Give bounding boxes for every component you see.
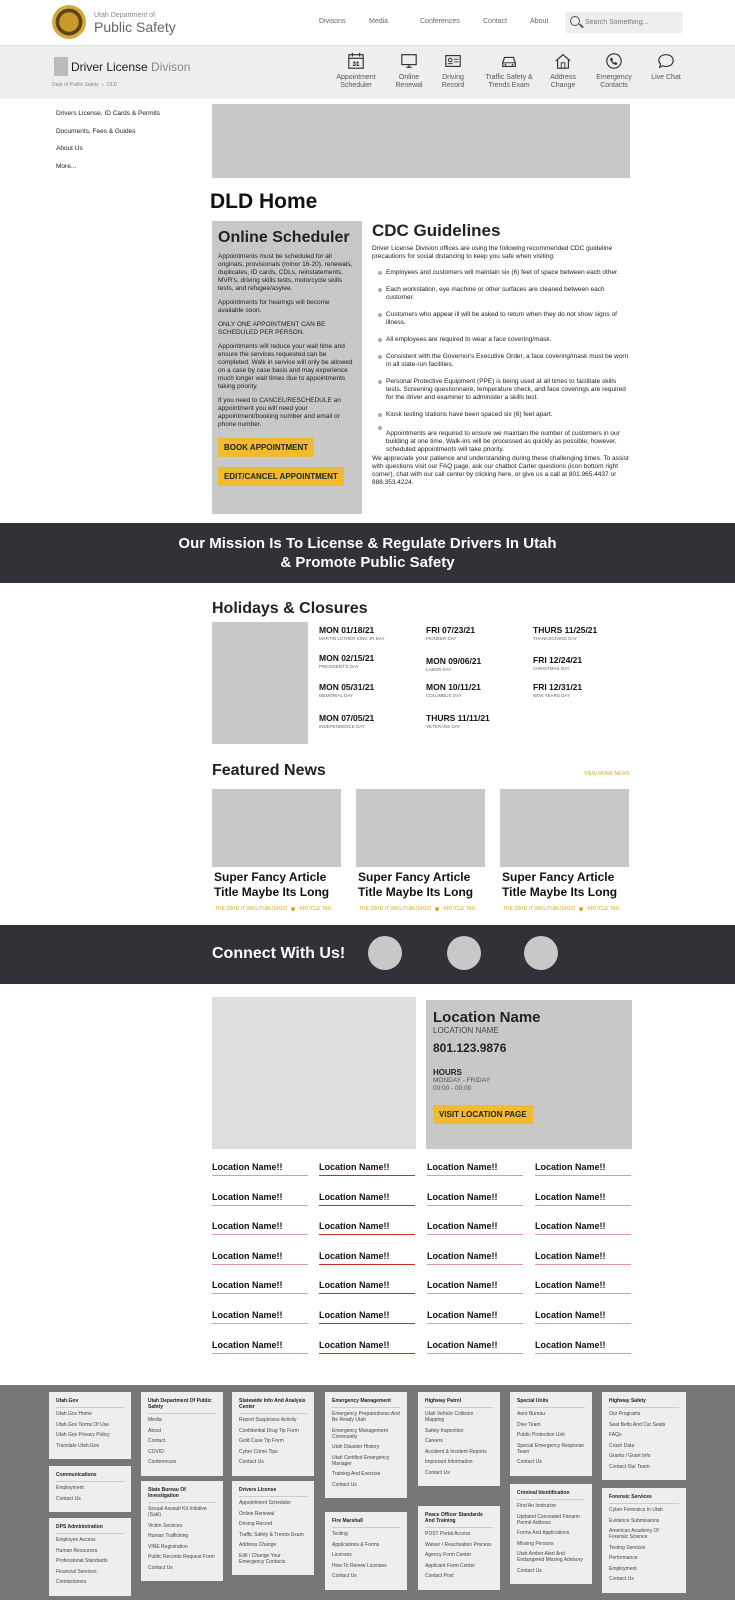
footer-link[interactable]: Contact Us <box>425 1469 450 1476</box>
footer-column-title: Highway Safety <box>609 1398 679 1408</box>
footer-link[interactable]: Forms And Applications <box>517 1530 570 1536</box>
footer-column <box>418 1506 500 1590</box>
scheduler-paragraph: If you need to CANCEL/RESCHEDULE an appointment you will need your appointment/booking number and email or phone number. <box>218 397 341 428</box>
quicklink-label: Appointment Scheduler <box>336 74 376 89</box>
holiday-item: FRI 12/24/21 CHRISTMAS DAY <box>533 655 583 671</box>
location-list-item[interactable]: Location Name!! <box>319 1310 415 1324</box>
mission-banner <box>0 523 735 583</box>
quicklink-emergency-contacts[interactable] <box>586 52 642 90</box>
footer-link[interactable]: Report Suspicious Activity <box>239 1417 297 1423</box>
footer-column-title: Utah Department Of Public Safety <box>148 1398 216 1414</box>
sidenav-item-documents[interactable]: Documents, Fees & Guides <box>56 128 136 135</box>
cdc-intro: Driver License Division offices are using the following recommended CDC guideline precautions for social distancing to keep you safe when visiting: <box>372 245 613 260</box>
location-list-item[interactable]: Location Name!! <box>535 1340 631 1354</box>
footer-link[interactable]: Utah Gov Privacy Policy <box>56 1432 110 1438</box>
footer-column-title: Emergency Management <box>332 1398 400 1408</box>
location-list-item[interactable]: Location Name!! <box>427 1340 523 1354</box>
featured-news-title: Featured News <box>212 762 326 779</box>
footer-link[interactable]: VINE Registration <box>148 1543 188 1550</box>
footer-column-title: DPS Administration <box>56 1524 124 1534</box>
footer-link[interactable]: Utah.Gov Home <box>56 1411 92 1417</box>
footer-link[interactable]: Applications & Forms <box>332 1541 380 1548</box>
footer-link[interactable]: Seat Belts And Car Seats <box>609 1421 666 1428</box>
footer-link[interactable]: Driving Record <box>239 1521 273 1527</box>
social-icon[interactable] <box>524 936 558 970</box>
division-title[interactable]: Driver License Divison <box>71 60 191 74</box>
holiday-item: MON 02/15/21 PRESIDENT'S DAY <box>319 653 375 669</box>
location-list-item[interactable]: Location Name!! <box>427 1280 523 1294</box>
news-meta <box>503 906 620 912</box>
scheduler-paragraph: ONLY ONE APPOINTMENT CAN BE SCHEDULED PER PERSON. <box>218 321 326 336</box>
nav-conferences[interactable]: Conferences <box>420 18 460 25</box>
footer-column <box>49 1466 131 1512</box>
social-icon[interactable] <box>447 936 481 970</box>
scheduler-paragraph: Appointments for hearings will become available soon. <box>218 299 330 314</box>
news-article-title[interactable]: Super Fancy Article Title Maybe Its Long <box>358 870 474 899</box>
news-image-placeholder[interactable] <box>500 789 629 867</box>
location-list-item[interactable]: Location Name!! <box>427 1192 523 1206</box>
footer-link[interactable]: Cyber Forensics In Utah <box>609 1507 663 1513</box>
holiday-item: THURS 11/11/21 VETERANS DAY <box>426 713 490 729</box>
chevron-right-icon: › <box>102 82 104 88</box>
footer-link[interactable]: Utah Amber Alert And Endangered Missing Advisory <box>517 1551 583 1563</box>
footer-link[interactable]: Edit / Change Your Emergency Contacts <box>239 1552 286 1565</box>
cdc-title: CDC Guidelines <box>372 221 501 240</box>
footer-link[interactable]: Public Protection Unit <box>517 1432 565 1438</box>
footer-column <box>141 1481 223 1581</box>
footer-link[interactable]: Utah Disaster History <box>332 1444 380 1450</box>
cdc-outro: We appreciate your patience and understanding during these challenging times. To assist with questions visit our FAQ page, ask our chatbot Carter questions (icon bottom right corner), chat with our call center by clicking here, or give us a call at 801.965.4437 or 888.353.4224. <box>372 455 629 486</box>
logo-title[interactable]: Public Safety <box>94 19 176 35</box>
footer-link[interactable]: Emergency Management Community <box>332 1427 388 1440</box>
footer-link[interactable]: Gold Case Tip Form <box>239 1438 284 1444</box>
footer-link[interactable]: Training And Exercise <box>332 1471 381 1477</box>
footer-link[interactable]: Waiver / Reactivation Process <box>425 1541 492 1548</box>
location-list-item[interactable]: Location Name!! <box>319 1280 415 1294</box>
footer-link[interactable]: Employment <box>609 1565 637 1572</box>
location-list-item[interactable]: Location Name!! <box>535 1310 631 1324</box>
footer-link[interactable]: Contact Us <box>239 1459 264 1465</box>
nav-contact[interactable]: Contact <box>483 18 508 25</box>
footer-link[interactable]: Licenses <box>332 1552 352 1558</box>
location-list-item[interactable]: Location Name!! <box>427 1221 523 1235</box>
mission-line: & Promote Public Safety <box>280 554 455 571</box>
hours-time: 00:00 - 00:00 <box>433 1085 472 1092</box>
footer-column <box>325 1392 407 1498</box>
quicklink-driving-record[interactable] <box>425 52 481 90</box>
book-appointment-button[interactable]: BOOK APPOINTMENT <box>218 438 314 457</box>
svg-text:31: 31 <box>352 60 360 68</box>
news-tag[interactable]: ARTICLE TAG <box>443 906 476 912</box>
footer-link[interactable]: Contact Us <box>148 1564 173 1571</box>
page-title: DLD Home <box>210 190 318 213</box>
document-icon <box>54 57 68 76</box>
phone-icon <box>605 52 623 70</box>
edit-cancel-appointment-button[interactable]: EDIT/CANCEL APPOINTMENT <box>218 467 344 486</box>
location-list-item[interactable]: Location Name!! <box>319 1162 415 1176</box>
scheduler-title: Online Scheduler <box>218 229 350 246</box>
footer-link[interactable]: Public Records Request Form <box>148 1554 215 1560</box>
id-card-icon <box>444 52 462 70</box>
footer-link[interactable]: Employment <box>56 1485 84 1491</box>
footer-link[interactable]: Cyber Crime Tips <box>239 1448 278 1455</box>
nav-about[interactable]: About <box>530 18 549 25</box>
footer-column <box>602 1488 686 1593</box>
news-article-title[interactable]: Super Fancy Article Title Maybe Its Long <box>214 870 330 899</box>
car-icon <box>500 52 518 70</box>
monitor-icon <box>400 52 418 70</box>
footer-link[interactable]: American Academy Of Forensic Science <box>609 1528 659 1540</box>
footer-link[interactable]: Confidential Drug Tip Form <box>239 1427 299 1434</box>
hours-label: HOURS <box>433 1068 462 1077</box>
footer-link[interactable]: Contact Us <box>332 1481 357 1488</box>
footer-link[interactable]: Aero Bureau <box>517 1411 546 1417</box>
footer-link[interactable]: Contact Us <box>56 1495 81 1502</box>
footer-link[interactable]: Human Trafficking <box>148 1533 189 1539</box>
breadcrumb-item[interactable]: DLD <box>107 82 118 88</box>
footer-link[interactable]: Missing Persons <box>517 1540 554 1547</box>
footer-link[interactable]: Performance <box>609 1555 638 1561</box>
list-item: All employees are required to wear a face covering/mask. <box>372 336 630 344</box>
holiday-item: MON 05/31/21 MEMORIAL DAY <box>319 682 375 698</box>
location-list-item[interactable]: Location Name!! <box>427 1251 523 1265</box>
quicklink-label: Driving Record <box>441 74 465 89</box>
list-item: Personal Protective Equipment (PPE) is being used at all times to facilitate skills tests. Screening questionnaire, temperature check, and face coverings are required for the driver and examiner to administer a skills test. <box>372 378 630 402</box>
footer-link[interactable]: Special Emergency Response Team <box>517 1442 584 1455</box>
footer-link[interactable]: Grants / Grant Info <box>609 1453 651 1459</box>
footer-column-title: Special Units <box>517 1398 585 1408</box>
quicklink-live-chat[interactable] <box>638 52 694 82</box>
cdc-list <box>372 269 630 454</box>
location-list-item[interactable]: Location Name!! <box>427 1310 523 1324</box>
connect-title: Connect With Us! <box>212 945 346 962</box>
footer-link[interactable]: Utah.Gov Terms Of Use <box>56 1421 109 1428</box>
news-image-placeholder[interactable] <box>356 789 485 867</box>
holiday-item: MON 09/06/21 LABOR DAY <box>426 656 482 672</box>
hours-days: MONDAY - FRIDAY <box>433 1077 491 1084</box>
footer-link[interactable]: Contact Us <box>332 1573 357 1579</box>
location-list-item[interactable]: Location Name!! <box>535 1221 631 1235</box>
footer-column <box>602 1392 686 1480</box>
location-list-item[interactable]: Location Name!! <box>319 1221 415 1235</box>
location-list-item[interactable]: Location Name!! <box>319 1251 415 1265</box>
news-image-placeholder[interactable] <box>212 789 341 867</box>
location-list-item[interactable]: Location Name!! <box>212 1221 308 1235</box>
social-icon[interactable] <box>368 936 402 970</box>
news-tag[interactable]: ARTICLE TAG <box>299 906 332 912</box>
footer-link[interactable]: Evidence Submissions <box>609 1517 660 1524</box>
quicklink-label: Traffic Safety & Trends Exam <box>485 74 533 89</box>
visit-location-button[interactable]: VISIT LOCATION PAGE <box>433 1105 533 1124</box>
location-subname: LOCATION NAME <box>433 1026 499 1035</box>
list-item: Kiosk testing stations have been spaced six (6) feet apart. <box>372 411 630 419</box>
scheduler-paragraph: Appointments must be scheduled for all originals, provisionals (minor 16-20), renewals, duplicates, ID cards, CDLs, reinstatements, MVR's, driving skills tests, motorcycle skills tests, and refugee/asylee. <box>218 253 353 292</box>
footer-link[interactable]: Contact Us <box>517 1459 542 1465</box>
footer-link[interactable]: Sexual Assault Kit Initative (Sakl) <box>148 1506 207 1518</box>
location-list-item[interactable]: Location Name!! <box>212 1340 308 1354</box>
quicklink-appointment-scheduler[interactable] <box>328 52 384 90</box>
footer-column <box>49 1392 131 1459</box>
quicklink-address-change[interactable] <box>535 52 591 90</box>
footer-link[interactable]: Contact Post <box>425 1573 454 1579</box>
news-meta <box>359 906 476 912</box>
location-list-item[interactable]: Location Name!! <box>535 1251 631 1265</box>
footer-link[interactable]: Utah Vehicle Collision Mapping <box>425 1411 474 1423</box>
list-item: Consistent with the Governor's Executive Order, a face covering/mask must be worn in all state-run facilities. <box>372 353 630 369</box>
holiday-item: THURS 11/25/21 THANKSGIVING DAY <box>533 625 598 641</box>
dps-seal-logo[interactable] <box>52 5 86 39</box>
view-more-news-link[interactable]: VIEW MORE NEWS <box>584 771 630 777</box>
footer-column <box>325 1512 407 1590</box>
footer-column <box>232 1392 314 1476</box>
scheduler-paragraph: Appointments will reduce your wait time and ensure the services requested can be completed. Walk in service will only be allowed on a case by case basis and may experience much longer wait times due to appointments taking priority. <box>218 343 353 390</box>
footer-link[interactable]: Human Resources <box>56 1547 98 1554</box>
footer-link[interactable]: Contact <box>148 1438 166 1444</box>
footer-column-title: Forensic Services <box>609 1494 679 1504</box>
footer-column <box>510 1392 592 1476</box>
footer-link[interactable]: Professional Standards <box>56 1558 108 1564</box>
footer-link[interactable]: Contact Us <box>609 1576 634 1582</box>
location-list-item[interactable]: Location Name!! <box>535 1280 631 1294</box>
news-date: THE DATE IT WAS PUBLISHED <box>215 906 288 912</box>
footer-link[interactable]: Appointment Scheduler <box>239 1500 291 1506</box>
news-date: THE DATE IT WAS PUBLISHED <box>503 906 576 912</box>
holiday-item: FRI 12/31/21 NEW YEARS DAY <box>533 682 583 698</box>
cdc-guidelines <box>372 221 630 487</box>
footer-column <box>510 1484 592 1584</box>
map-placeholder[interactable] <box>212 997 416 1149</box>
footer-link[interactable]: Media <box>148 1417 162 1423</box>
footer-link[interactable]: Important Information <box>425 1459 473 1465</box>
footer-link[interactable]: Traffic Safety & Trends Exam <box>239 1531 304 1538</box>
holidays-image-placeholder <box>212 622 308 744</box>
footer-link[interactable]: Translate Utah.Gov <box>56 1442 100 1449</box>
hero-image-placeholder <box>212 104 630 178</box>
search-box[interactable] <box>565 12 683 33</box>
footer-link[interactable]: Crash Data <box>609 1442 635 1449</box>
online-scheduler-card <box>212 221 362 514</box>
footer-link[interactable]: Contact Us <box>517 1567 542 1574</box>
nav-divisions[interactable]: Divisons <box>319 18 346 25</box>
nav-media[interactable]: Media <box>369 18 389 25</box>
footer-link[interactable]: COVID <box>148 1448 164 1455</box>
footer-link[interactable]: Testing <box>332 1531 348 1537</box>
location-list-item[interactable]: Location Name!! <box>427 1162 523 1176</box>
location-card <box>426 1000 632 1149</box>
calendar-icon <box>347 52 365 70</box>
footer-link[interactable]: Accident & Incident Reports <box>425 1448 487 1455</box>
location-list-item[interactable]: Location Name!! <box>212 1310 308 1324</box>
chat-icon <box>657 52 675 70</box>
news-date: THE DATE IT WAS PUBLISHED <box>359 906 432 912</box>
location-list-item[interactable]: Location Name!! <box>212 1251 308 1265</box>
mission-line: Our Mission Is To License & Regulate Drivers In Utah <box>178 535 557 552</box>
footer-link[interactable]: Victim Services <box>148 1522 183 1529</box>
footer-link[interactable]: About <box>148 1427 162 1434</box>
footer-column-title: Statewide Info And Analysis Center <box>239 1398 307 1414</box>
footer-link[interactable]: How To Renew Licenses <box>332 1562 387 1569</box>
footer-link[interactable]: Contact Our Team <box>609 1463 650 1470</box>
holiday-item: FRI 07/23/21 PIONEER DAY <box>426 625 476 641</box>
footer-column-title: Fire Marshall <box>332 1518 400 1528</box>
location-list-item[interactable]: Location Name!! <box>319 1192 415 1206</box>
quicklink-label: Address Change <box>550 74 576 89</box>
footer-link[interactable]: Online Renewal <box>239 1510 275 1517</box>
footer-column-title: Drivers License <box>239 1487 307 1497</box>
footer-column <box>418 1392 500 1486</box>
location-list-item[interactable]: Location Name!! <box>212 1280 308 1294</box>
footer-link[interactable]: Updated Concealed Firearm Permit Address <box>517 1513 580 1526</box>
list-item: Each workstation, eye machine or other surfaces are cleaned between each customer. <box>372 286 630 302</box>
holiday-item: MON 01/18/21 MARTIN LUTHER KING JR DAY <box>319 625 385 641</box>
footer-link[interactable]: Address Change <box>239 1542 277 1548</box>
news-article-title[interactable]: Super Fancy Article Title Maybe Its Long <box>502 870 618 899</box>
location-phone[interactable]: 801.123.9876 <box>433 1041 507 1055</box>
footer-column-title: Criminal Identification <box>517 1490 585 1500</box>
news-tag[interactable]: ARTICLE TAG <box>587 906 620 912</box>
holiday-item: MON 07/05/21 INDEPENDENCE DAY <box>319 713 375 729</box>
footer-column-title: Utah.Gov <box>56 1398 124 1408</box>
list-item: Customers who appear ill will be asked to return when they do not show signs of illness. <box>372 311 630 327</box>
footer-link[interactable]: Financial Services <box>56 1568 97 1575</box>
footer-link[interactable]: Careers <box>425 1438 443 1444</box>
footer-column <box>49 1518 131 1596</box>
footer-column-title: State Bureau Of Investigation <box>148 1487 216 1503</box>
footer-column <box>141 1392 223 1476</box>
footer-link[interactable]: FAQs <box>609 1432 622 1438</box>
list-item: Appointments are required to ensure we maintain the number of customers in our building at one time. Walk-ins will be processed as quickly as possible; however, scheduled appointments will take priority. <box>372 424 630 454</box>
search-icon[interactable] <box>570 16 580 26</box>
footer-column-title: Peace Officer Standards And Training <box>425 1512 493 1528</box>
footer-link[interactable]: Find An Instructor <box>517 1503 557 1509</box>
footer-column-title: Communications <box>56 1472 124 1482</box>
house-icon <box>554 52 572 70</box>
footer-link[interactable]: POST Portal Access <box>425 1531 471 1537</box>
footer-link[interactable]: Agency Form Center <box>425 1552 472 1558</box>
location-list-item[interactable]: Location Name!! <box>212 1162 308 1176</box>
footer-link[interactable]: Testing Services <box>609 1544 646 1551</box>
breadcrumb-item[interactable]: Dept of Public Safety <box>52 82 99 88</box>
footer-link[interactable]: Comissioners <box>56 1579 87 1585</box>
breadcrumb <box>52 82 117 88</box>
footer-link[interactable]: Safety Inspection <box>425 1427 464 1434</box>
footer-link[interactable]: Conferences <box>148 1459 177 1465</box>
search-input[interactable] <box>585 16 677 29</box>
quicklink-label: Live Chat <box>651 74 681 81</box>
footer-link[interactable]: Dive Team <box>517 1421 541 1428</box>
location-list-item[interactable]: Location Name!! <box>535 1162 631 1176</box>
quicklink-traffic-safety[interactable] <box>479 52 539 90</box>
news-meta <box>215 906 332 912</box>
footer-link[interactable]: Utah Certified Emergency Manager <box>332 1454 390 1467</box>
sidenav-item-more[interactable]: More... <box>56 163 77 170</box>
footer-link[interactable]: Applicant Form Center <box>425 1562 476 1569</box>
location-list-item[interactable]: Location Name!! <box>535 1192 631 1206</box>
quicklink-label: Emergency Contacts <box>596 74 632 89</box>
location-list-item[interactable]: Location Name!! <box>319 1340 415 1354</box>
holidays-title: Holidays & Closures <box>212 600 368 617</box>
holiday-item: MON 10/11/21 COLUMBUS DAY <box>426 682 481 698</box>
logo-subtitle: Utah Department of <box>94 12 156 19</box>
footer-link[interactable]: Emergency Preparedness And Be Ready Utah <box>332 1411 400 1423</box>
sidenav-item-about[interactable]: About Us <box>56 145 83 152</box>
sidenav-item-licenses[interactable]: Drivers License, ID Cards & Permits <box>56 110 161 117</box>
quicklink-label: Online Renewal <box>395 74 423 89</box>
list-item: Employees and customers will maintain six (6) feet of space between each other. <box>372 269 630 277</box>
footer-link[interactable]: Our Programs <box>609 1411 641 1417</box>
footer-link[interactable]: Employee Access <box>56 1537 96 1543</box>
footer-column <box>232 1481 314 1575</box>
footer-column-title: Highway Patrol <box>425 1398 493 1408</box>
location-list-item[interactable]: Location Name!! <box>212 1192 308 1206</box>
location-name: Location Name <box>433 1009 541 1026</box>
